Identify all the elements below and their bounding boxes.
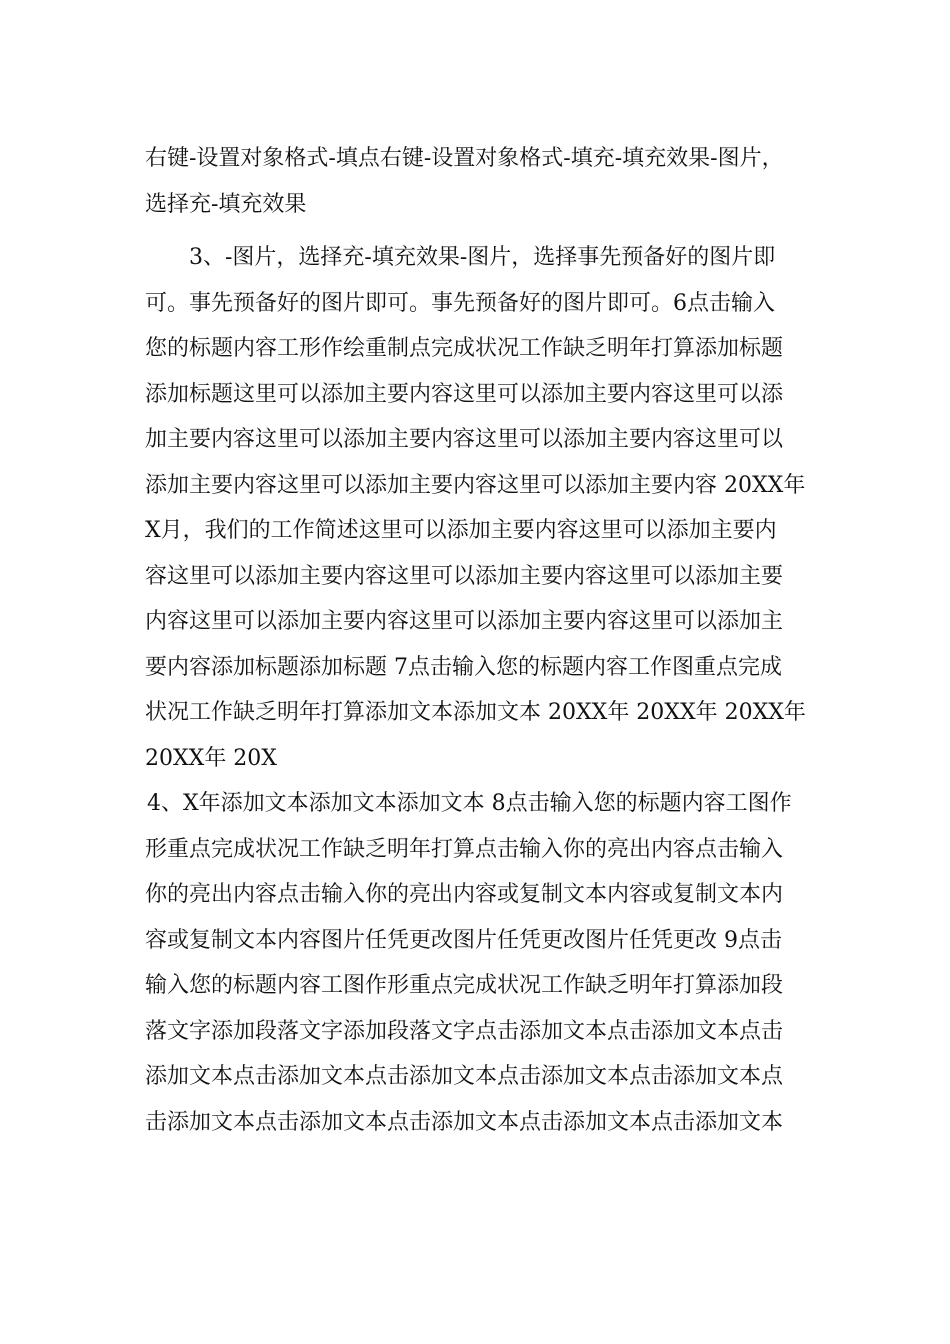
paragraph-line: 加主要内容这里可以添加主要内容这里可以添加主要内容这里可以 <box>145 427 784 452</box>
paragraph-line: 右键-设置对象格式-填点右键-设置对象格式-填充-填充效果-图片， <box>145 146 784 171</box>
paragraph-line: 容或复制文本内容图片任凭更改图片任凭更改图片任凭更改 9点击 <box>145 927 782 953</box>
paragraph-line: 要内容添加标题添加标题 7点击输入您的标题内容工作图重点完成 <box>145 654 782 680</box>
paragraph-line: 您的标题内容工形作绘重制点完成状况工作缺乏明年打算添加标题 <box>145 336 784 361</box>
paragraph-line: 添加主要内容这里可以添加主要内容这里可以添加主要内容 20XX年 <box>145 472 806 498</box>
paragraph-line: 输入您的标题内容工图作形重点完成状况工作缺乏明年打算添加段 <box>145 973 784 998</box>
paragraph-line: 内容这里可以添加主要内容这里可以添加主要内容这里可以添加主 <box>145 609 784 634</box>
paragraph-line: 落文字添加段落文字添加段落文字点击添加文本点击添加文本点击 <box>145 1018 784 1044</box>
paragraph-line: 添加文本点击添加文本点击添加文本点击添加文本点击添加文本点 <box>145 1064 784 1089</box>
paragraph-spacer <box>145 227 815 235</box>
paragraph-line: 添加标题这里可以添加主要内容这里可以添加主要内容这里可以添 <box>145 381 784 407</box>
paragraph-line: 形重点完成状况工作缺乏明年打算点击输入你的亮出内容点击输入 <box>145 836 784 862</box>
paragraph-line: 3、-图片，选择充-填充效果-图片，选择事先预备好的图片即 <box>189 245 776 270</box>
paragraph-line: X月，我们的工作简述这里可以添加主要内容这里可以添加主要内 <box>145 518 777 543</box>
paragraph-line: 容这里可以添加主要内容这里可以添加主要内容这里可以添加主要 <box>145 563 784 589</box>
paragraph-line: 可。事先预备好的图片即可。事先预备好的图片即可。6点击输入 <box>145 290 775 316</box>
paragraph-line: 你的亮出内容点击输入你的亮出内容或复制文本内容或复制文本内 <box>145 882 784 907</box>
paragraph-line: 击添加文本点击添加文本点击添加文本点击添加文本点击添加文本 <box>145 1109 784 1135</box>
paragraph-line: 20XX年 20X <box>145 745 277 771</box>
paragraph-line: 状况工作缺乏明年打算添加文本添加文本 20XX年 20XX年 20XX年 <box>145 700 806 725</box>
paragraph-line: 4、X年添加文本添加文本添加文本 8点击输入您的标题内容工图作 <box>147 791 792 816</box>
paragraph-line: 选择充-填充效果 <box>145 191 307 217</box>
paragraph-1 <box>145 136 815 227</box>
document-body <box>145 136 815 1145</box>
paragraph-2 <box>145 235 815 781</box>
paragraph-3 <box>145 781 815 1145</box>
